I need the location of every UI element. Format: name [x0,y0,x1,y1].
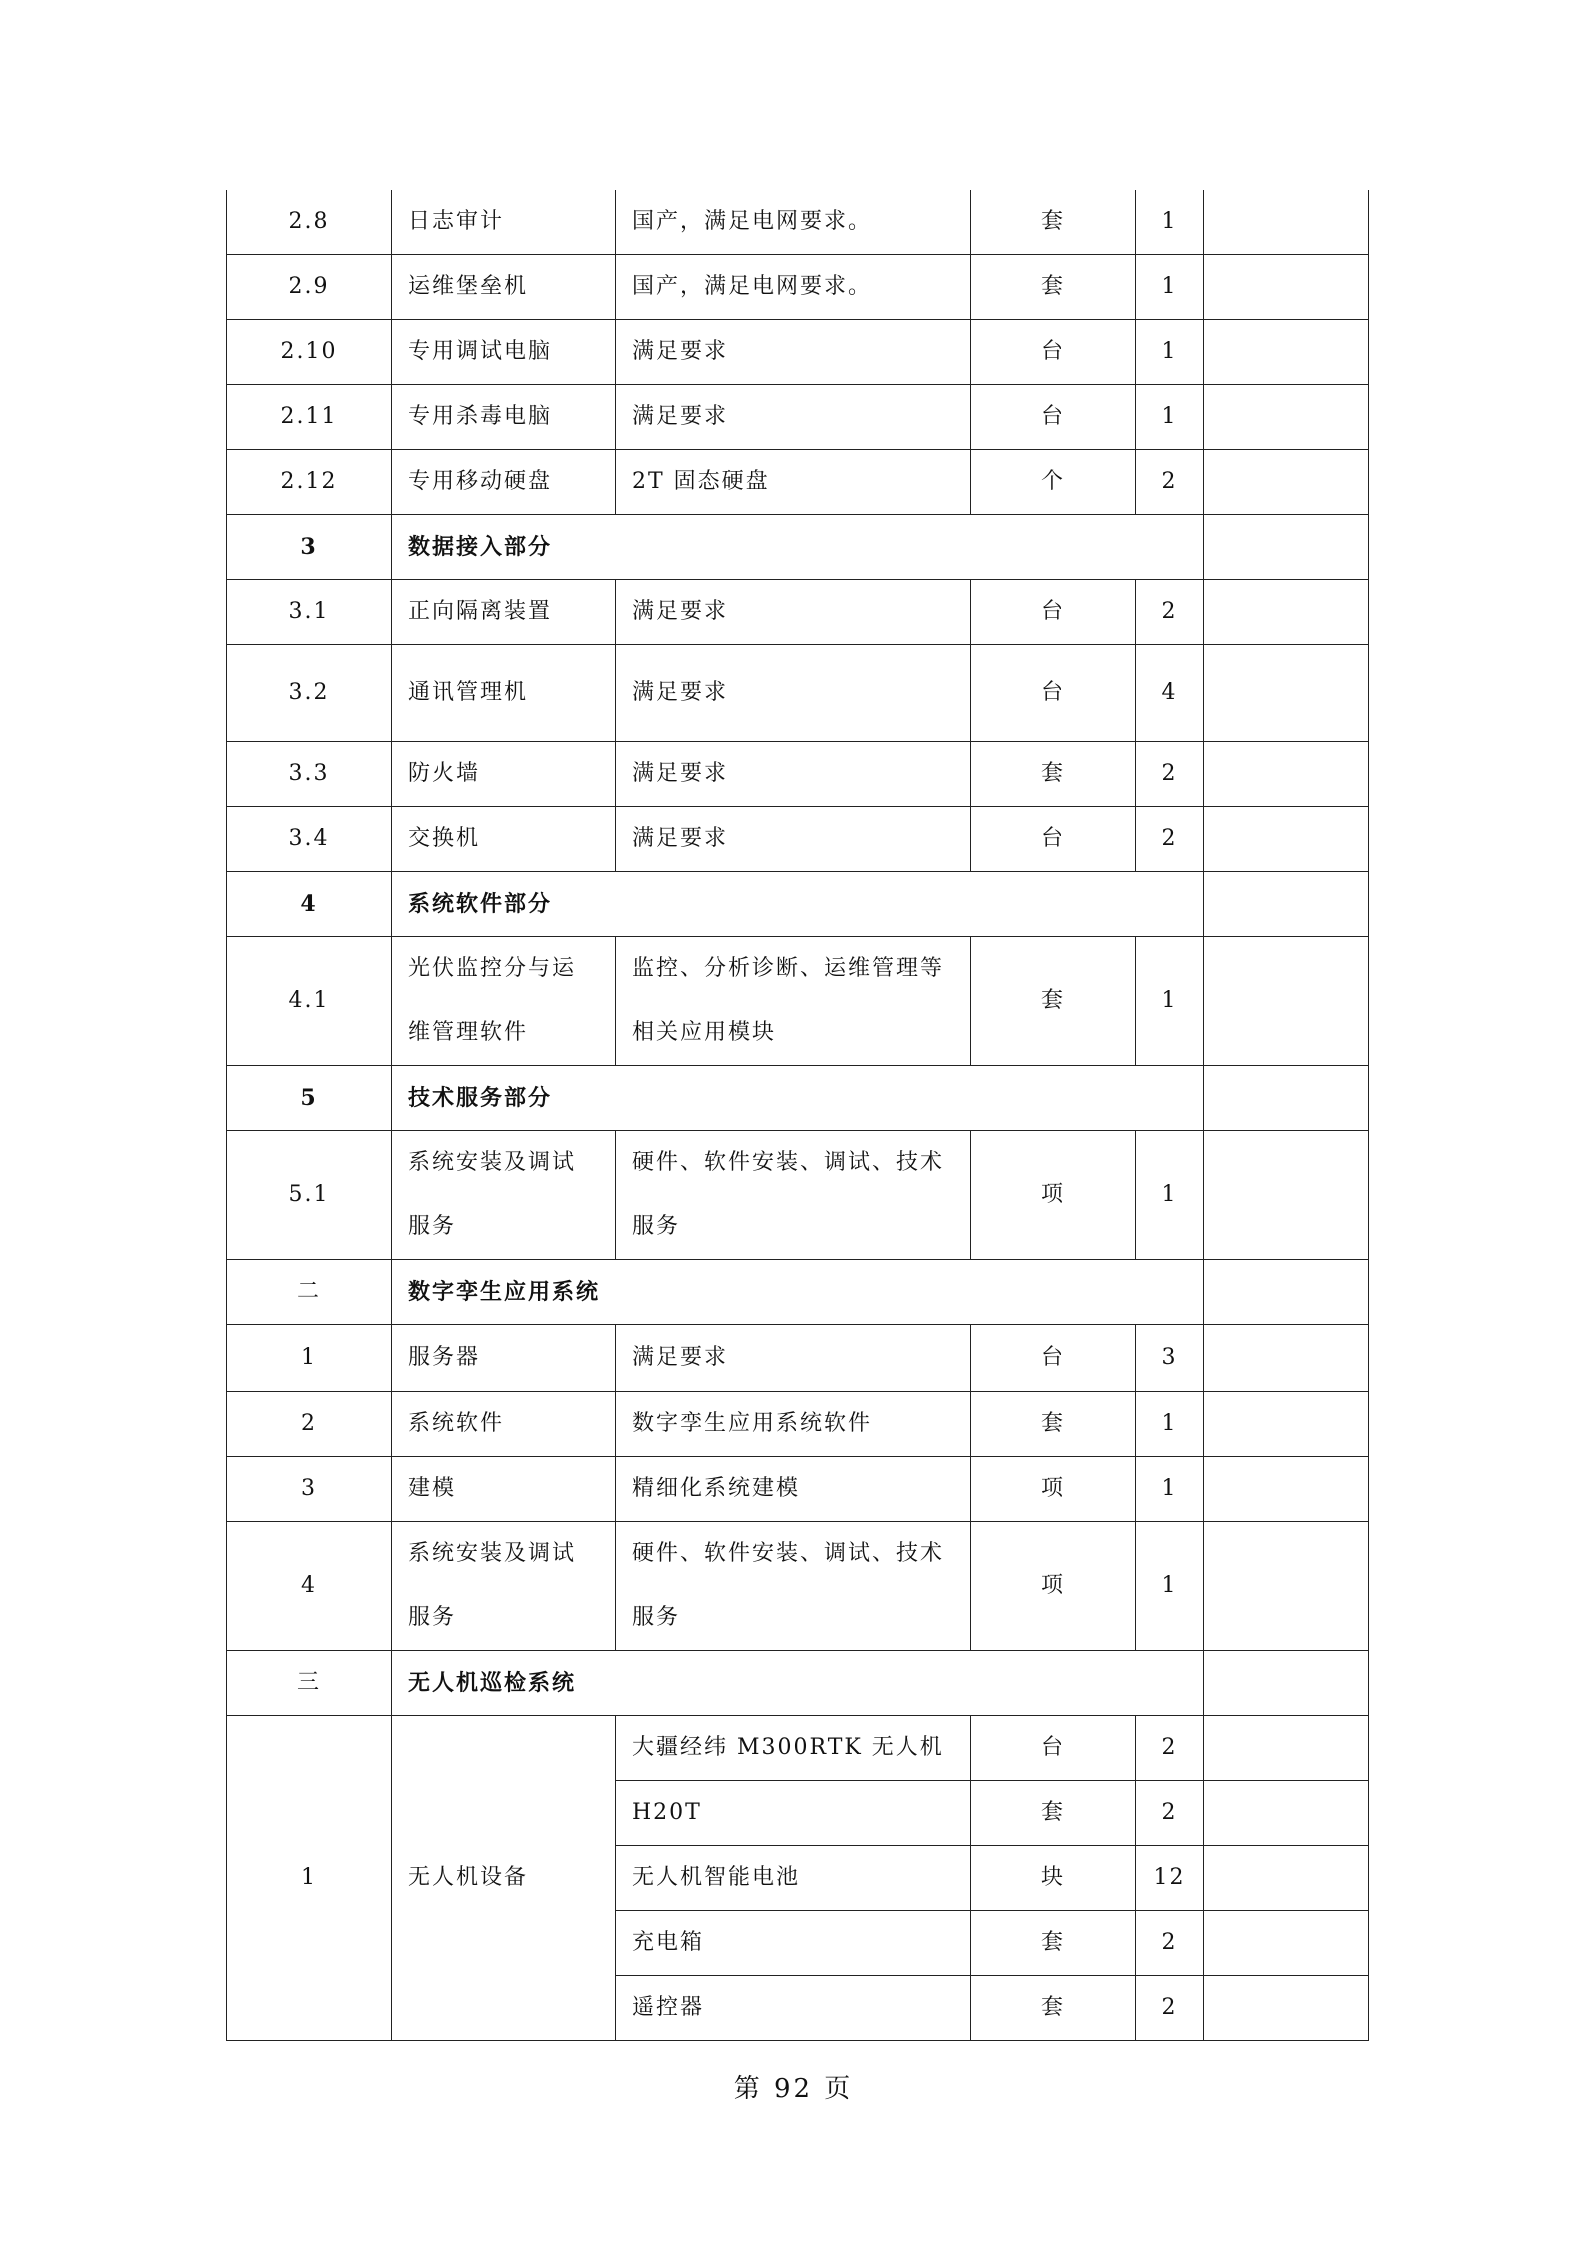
remark-cell [1204,1325,1369,1392]
table-row [227,385,1369,450]
table-row [227,255,1369,320]
item-number: 5.1 [227,1131,392,1260]
item-name: 专用杀毒电脑 [392,385,616,450]
table-row [227,807,1369,872]
section-row [227,1066,1369,1131]
item-spec: 满足要求 [616,385,971,450]
section-title: 技术服务部分 [392,1066,1204,1131]
item-unit: 套 [971,1781,1136,1846]
remark-cell [1204,1522,1369,1651]
item-number: 2.12 [227,450,392,515]
item-number: 3.2 [227,645,392,742]
table-row [227,1716,1369,1781]
item-quantity: 2 [1136,580,1204,645]
item-spec: 硬件、软件安装、调试、技术服务 [616,1522,971,1651]
section-number: 二 [227,1260,392,1325]
item-unit: 套 [971,190,1136,255]
remark-cell [1204,1392,1369,1457]
item-name: 服务器 [392,1325,616,1392]
remark-cell [1204,742,1369,807]
item-name: 日志审计 [392,190,616,255]
item-unit: 套 [971,742,1136,807]
item-unit: 套 [971,1392,1136,1457]
item-quantity: 1 [1136,1392,1204,1457]
section-title: 数据接入部分 [392,515,1204,580]
item-unit: 套 [971,1976,1136,2041]
item-name: 正向隔离装置 [392,580,616,645]
item-unit: 台 [971,320,1136,385]
item-unit: 项 [971,1131,1136,1260]
table-row [227,1522,1369,1651]
item-quantity: 2 [1136,1976,1204,2041]
item-unit: 项 [971,1457,1136,1522]
equipment-table [226,190,1369,2041]
item-name: 专用调试电脑 [392,320,616,385]
item-name: 系统安装及调试服务 [392,1522,616,1651]
item-name: 通讯管理机 [392,645,616,742]
remark-cell [1204,1260,1369,1325]
table-row [227,190,1369,255]
table-row [227,742,1369,807]
item-spec: 大疆经纬 M300RTK 无人机 [616,1716,971,1781]
item-number: 1 [227,1716,392,2041]
item-number: 2 [227,1392,392,1457]
item-unit: 套 [971,255,1136,320]
section-row [227,515,1369,580]
item-unit: 台 [971,580,1136,645]
table-row [227,1457,1369,1522]
item-number: 3.3 [227,742,392,807]
item-quantity: 2 [1136,807,1204,872]
item-quantity: 1 [1136,1457,1204,1522]
item-unit: 个 [971,450,1136,515]
item-unit: 项 [971,1522,1136,1651]
item-quantity: 2 [1136,1911,1204,1976]
item-quantity: 4 [1136,645,1204,742]
item-name: 光伏监控分与运维管理软件 [392,937,616,1066]
item-unit: 套 [971,937,1136,1066]
remark-cell [1204,190,1369,255]
table-row [227,580,1369,645]
item-spec: 硬件、软件安装、调试、技术服务 [616,1131,971,1260]
remark-cell [1204,1457,1369,1522]
remark-cell [1204,450,1369,515]
remark-cell [1204,1781,1369,1846]
item-spec: 满足要求 [616,645,971,742]
item-quantity: 3 [1136,1325,1204,1392]
table-row [227,320,1369,385]
remark-cell [1204,580,1369,645]
item-spec: 满足要求 [616,580,971,645]
item-number: 2.11 [227,385,392,450]
remark-cell [1204,320,1369,385]
item-spec: 遥控器 [616,1976,971,2041]
item-name: 无人机设备 [392,1716,616,2041]
item-spec: 满足要求 [616,320,971,385]
item-number: 4.1 [227,937,392,1066]
remark-cell [1204,1066,1369,1131]
table-row [227,937,1369,1066]
item-number: 2.10 [227,320,392,385]
remark-cell [1204,1846,1369,1911]
table-row [227,1131,1369,1260]
item-spec: 满足要求 [616,807,971,872]
item-unit: 台 [971,807,1136,872]
item-name: 系统安装及调试服务 [392,1131,616,1260]
item-unit: 台 [971,645,1136,742]
remark-cell [1204,807,1369,872]
table-row [227,645,1369,742]
section-row [227,1651,1369,1716]
table-row [227,1325,1369,1392]
item-spec: 国产，满足电网要求。 [616,190,971,255]
item-spec: 国产，满足电网要求。 [616,255,971,320]
item-name: 防火墙 [392,742,616,807]
item-quantity: 1 [1136,190,1204,255]
remark-cell [1204,645,1369,742]
item-spec: 监控、分析诊断、运维管理等相关应用模块 [616,937,971,1066]
item-spec: 满足要求 [616,1325,971,1392]
item-name: 运维堡垒机 [392,255,616,320]
item-quantity: 1 [1136,385,1204,450]
item-name: 系统软件 [392,1392,616,1457]
remark-cell [1204,872,1369,937]
item-number: 1 [227,1325,392,1392]
item-spec: H20T [616,1781,971,1846]
item-number: 3.4 [227,807,392,872]
section-title: 数字孪生应用系统 [392,1260,1204,1325]
item-unit: 块 [971,1846,1136,1911]
section-title: 系统软件部分 [392,872,1204,937]
item-quantity: 2 [1136,1716,1204,1781]
remark-cell [1204,937,1369,1066]
item-name: 交换机 [392,807,616,872]
item-spec: 2T 固态硬盘 [616,450,971,515]
table-row [227,450,1369,515]
item-quantity: 2 [1136,1781,1204,1846]
section-row [227,872,1369,937]
item-name: 专用移动硬盘 [392,450,616,515]
item-number: 3 [227,1457,392,1522]
section-title: 无人机巡检系统 [392,1651,1204,1716]
table-row [227,1392,1369,1457]
remark-cell [1204,1131,1369,1260]
item-quantity: 1 [1136,937,1204,1066]
page-number: 第 92 页 [733,2074,854,2104]
item-unit: 台 [971,385,1136,450]
remark-cell [1204,255,1369,320]
item-number: 4 [227,1522,392,1651]
section-number: 3 [227,515,392,580]
item-quantity: 1 [1136,255,1204,320]
remark-cell [1204,1716,1369,1781]
item-spec: 无人机智能电池 [616,1846,971,1911]
remark-cell [1204,1976,1369,2041]
item-spec: 数字孪生应用系统软件 [616,1392,971,1457]
item-spec: 精细化系统建模 [616,1457,971,1522]
item-spec: 充电箱 [616,1911,971,1976]
section-row [227,1260,1369,1325]
equipment-table-body [227,190,1369,2041]
section-number: 5 [227,1066,392,1131]
item-unit: 台 [971,1325,1136,1392]
item-spec: 满足要求 [616,742,971,807]
section-number: 4 [227,872,392,937]
item-number: 3.1 [227,580,392,645]
item-quantity: 1 [1136,1522,1204,1651]
item-quantity: 1 [1136,1131,1204,1260]
remark-cell [1204,515,1369,580]
remark-cell [1204,1651,1369,1716]
remark-cell [1204,1911,1369,1976]
remark-cell [1204,385,1369,450]
item-unit: 套 [971,1911,1136,1976]
item-quantity: 2 [1136,450,1204,515]
item-quantity: 12 [1136,1846,1204,1911]
item-name: 建模 [392,1457,616,1522]
item-quantity: 1 [1136,320,1204,385]
item-number: 2.8 [227,190,392,255]
item-unit: 台 [971,1716,1136,1781]
section-number: 三 [227,1651,392,1716]
item-number: 2.9 [227,255,392,320]
item-quantity: 2 [1136,742,1204,807]
